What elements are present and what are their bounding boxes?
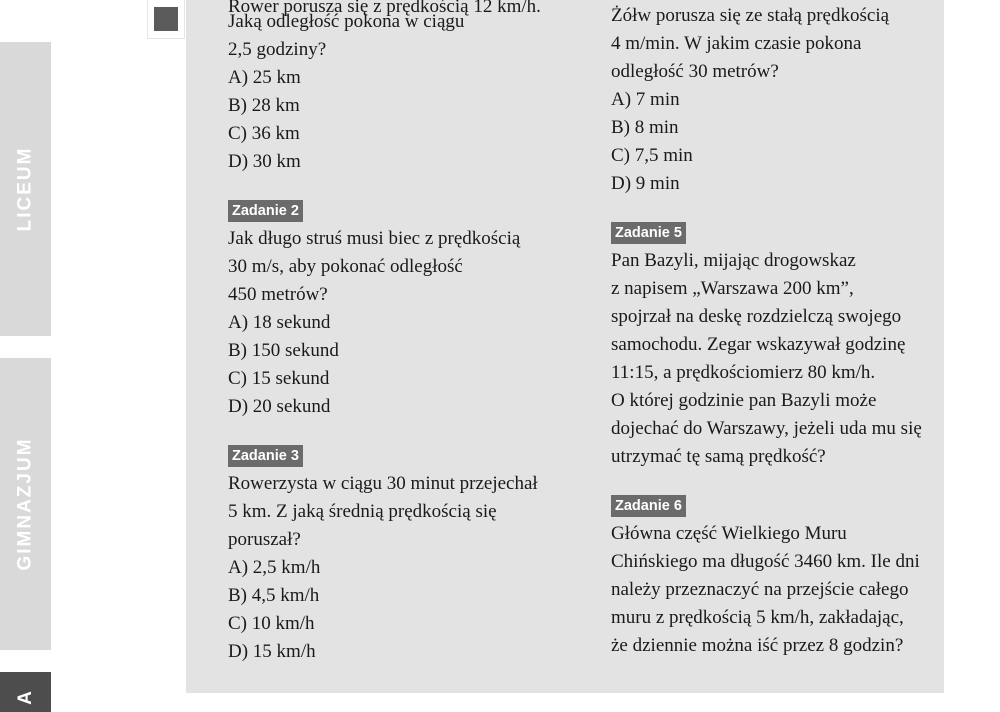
exercise-panel: [186, 0, 944, 693]
task-2: [228, 196, 538, 421]
question-line: 450 metrów?: [228, 284, 328, 305]
left-column: [228, 0, 541, 666]
answer-option: B) 4,5 km/h: [228, 585, 320, 606]
task-text-line: utrzymać tę samą prędkość?: [611, 446, 826, 467]
answer-option: C) 15 sekund: [228, 368, 330, 389]
task-5: [611, 218, 922, 471]
answer-option: B) 28 km: [228, 95, 300, 116]
marker-square-icon: [154, 7, 178, 31]
side-tab-label: GIMNAZJUM: [14, 437, 36, 571]
answer-option: D) 20 sekund: [228, 396, 331, 417]
answer-option: A) 18 sekund: [228, 312, 331, 333]
task-text-line: z napisem „Warszawa 200 km”,: [611, 278, 854, 299]
task-text-line: O której godzinie pan Bazyli może: [611, 390, 877, 411]
side-tab-partial: [0, 672, 51, 712]
task-text-line: spojrzał na deskę rozdzielczą swojego: [611, 306, 902, 327]
answer-option: A) 2,5 km/h: [228, 557, 321, 578]
question-line: odległość 30 metrów?: [611, 61, 779, 82]
task-text-line: należy przeznaczyć na przejście całego: [611, 579, 909, 600]
side-tab-label: A: [14, 689, 36, 705]
question-line: Jak długo struś musi biec z prędkością: [228, 228, 521, 249]
task-1: [228, 8, 538, 176]
answer-option: C) 36 km: [228, 123, 300, 144]
answer-option: B) 150 sekund: [228, 340, 339, 361]
task-text-line: dojechać do Warszawy, jeżeli uda mu się: [611, 418, 922, 439]
side-tab-gimnazjum: [0, 358, 51, 650]
task-text-line: Chińskiego ma długość 3460 km. Ile dni: [611, 551, 920, 572]
question-line: 30 m/s, aby pokonać odległość: [228, 256, 463, 277]
task-text-line: Pan Bazyli, mijając drogowskaz: [611, 250, 856, 271]
question-line: 4 m/min. W jakim czasie pokona: [611, 33, 862, 54]
question-line: Jaką odległość pokona w ciągu: [228, 11, 465, 32]
answer-option: C) 10 km/h: [228, 613, 315, 634]
side-tab-label: LICEUM: [14, 146, 36, 232]
right-column: [611, 2, 922, 660]
task-4: [611, 2, 922, 198]
section-marker: [147, 0, 185, 39]
task-text-line: muru z prędkością 5 km/h, zakładając,: [611, 607, 904, 628]
answer-option: C) 7,5 min: [611, 145, 693, 166]
answer-option: B) 8 min: [611, 117, 679, 138]
question-line: Rowerzysta w ciągu 30 minut przejechał: [228, 473, 538, 494]
cut-off-text: Rower porusza się z prędkością 12 km/h.: [228, 0, 541, 17]
task-text-line: Główna część Wielkiego Muru: [611, 523, 847, 544]
side-tab-liceum: [0, 42, 51, 336]
question-line: poruszał?: [228, 529, 301, 550]
task-6: [611, 491, 922, 660]
answer-option: D) 9 min: [611, 173, 680, 194]
task-label: Zadanie 5: [611, 222, 686, 244]
task-text-line: że dziennie można iść przez 8 godzin?: [611, 635, 904, 656]
question-line: 2,5 godziny?: [228, 39, 327, 60]
task-text-line: 11:15, a prędkościomierz 80 km/h.: [611, 362, 876, 383]
answer-option: A) 25 km: [228, 67, 301, 88]
question-line: Żółw porusza się ze stałą prędkością: [611, 5, 890, 26]
task-label: Zadanie 3: [228, 445, 303, 467]
answer-option: D) 15 km/h: [228, 641, 316, 662]
question-line: 5 km. Z jaką średnią prędkością się: [228, 501, 497, 522]
task-text-line: samochodu. Zegar wskazywał godzinę: [611, 334, 906, 355]
task-3: [228, 441, 538, 666]
answer-option: D) 30 km: [228, 151, 301, 172]
answer-option: A) 7 min: [611, 89, 680, 110]
task-label: Zadanie 2: [228, 200, 303, 222]
task-label: Zadanie 6: [611, 495, 686, 517]
